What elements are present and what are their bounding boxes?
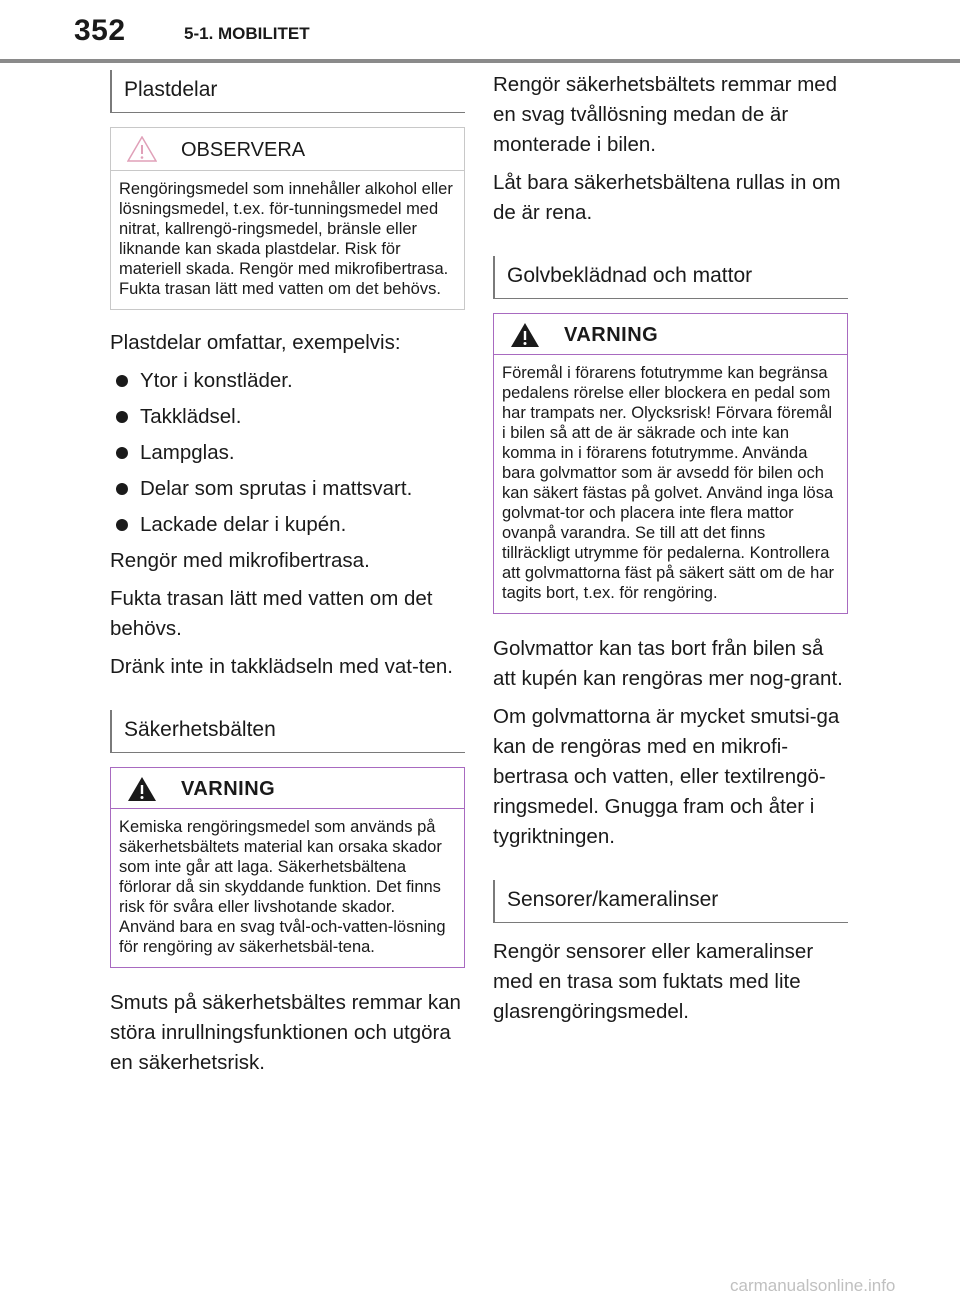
warning-body: Kemiska rengöringsmedel som används på säkerhetsbältets material kan orsaka skador som inte går att laga. Säkerhetsbältena förlorar då sin skyddande funktion. Det finns risk för svåra eller livshotande skador. Använd bara en svag tvål-och-vatten-lösning för rengöring av säkerhetsbäl-tena. [119,818,446,956]
bullet-icon [116,411,128,423]
warning-body: Föremål i förarens fotutrymme kan begränsa pedalens rörelse eller blockera en pedal som har trampats ner. Olycksrisk! Förvara föremål i bilen så att de är säkrade och inte kan komma in i förarens fotutrymme. Använda bara golvmattor som är avsedd för bilen och kan säkert fästas på golvet. Använd inga lösa golvmat-tor och placera inte flera mattor ovanpå varandra. Se till att det finns tillräckligt utrymme för pedalerna. Kontrollera att golvmattorna fäst på säkert sätt om de har tagits bort, t.ex. för rengöring. [502,364,834,602]
observera-box [110,127,465,310]
list-item: Ytor i konstläder. [110,366,465,396]
paragraph: Om golvmattorna är mycket smutsi-ga kan de rengöras med en mikrofi-bertrasa och vatten, eller textilrengö-ringsmedel. Gnugga fram och åter i tygriktningen. [493,705,840,848]
section-title: 5-1. MOBILITET [184,24,310,43]
warning-icon [127,776,157,802]
observera-title: OBSERVERA [181,139,306,161]
paragraph: Golvmattor kan tas bort från bilen så att kupén kan rengöras mer nog-grant. [493,637,843,690]
list-item: Lackade delar i kupén. [110,510,465,540]
paragraph: Låt bara säkerhetsbältena rullas in om de är rena. [493,171,841,224]
bullet-icon [116,519,128,531]
page-number: 352 [74,14,126,47]
list-item: Takklädsel. [110,402,465,432]
observera-header [111,128,464,171]
warning-box [110,767,465,968]
warning-icon [510,322,540,348]
left-column [110,70,465,1086]
observera-body: Rengöringsmedel som innehåller alkohol eller lösningsmedel, t.ex. för-tunningsmedel med nitrat, kallrengö-ringsmedel, bränsle eller liknande kan skada plastdelar. Risk för materiell skada. Rengör med mikrofibertrasa. Fukta trasan lätt med vatten om det behövs. [119,180,453,298]
right-column [493,70,848,1035]
watermark-logo: carmanualsonline.info [730,1276,896,1295]
bullet-icon [116,447,128,459]
warning-box [493,313,848,614]
paragraph: Smuts på säkerhetsbältes remmar kan störa inrullningsfunktionen och utgöra en säkerhetsrisk. [110,991,461,1074]
bullet-icon [116,483,128,495]
caution-icon [127,136,157,162]
paragraph: Rengör säkerhetsbältets remmar med en svag tvållösning medan de är monterade i bilen. [493,73,838,156]
warning-title: VARNING [564,324,659,346]
warning-header [494,314,847,355]
subheading-sensorer: Sensorer/kameralinser [493,880,848,923]
subheading-sakerhetsbalten: Säkerhetsbälten [110,710,465,753]
paragraph: Fukta trasan lätt med vatten om det behövs. [110,587,433,640]
page-header [0,0,960,60]
paragraph: Rengör sensorer eller kameralinser med en trasa som fuktats med lite glasrengöringsmedel. [493,940,814,1023]
list-item: Lampglas. [110,438,465,468]
paragraph: Rengör med mikrofibertrasa. [110,549,370,572]
warning-header [111,768,464,809]
subheading-plastdelar: Plastdelar [110,70,465,113]
warning-title: VARNING [181,778,276,800]
plast-intro: Plastdelar omfattar, exempelvis: [110,331,401,354]
bullet-icon [116,375,128,387]
header-rule [0,59,960,63]
paragraph: Dränk inte in takklädseln med vat-ten. [110,655,453,678]
subheading-golvbekladnad: Golvbeklädnad och mattor [493,256,848,299]
list-item: Delar som sprutas i mattsvart. [110,474,465,504]
